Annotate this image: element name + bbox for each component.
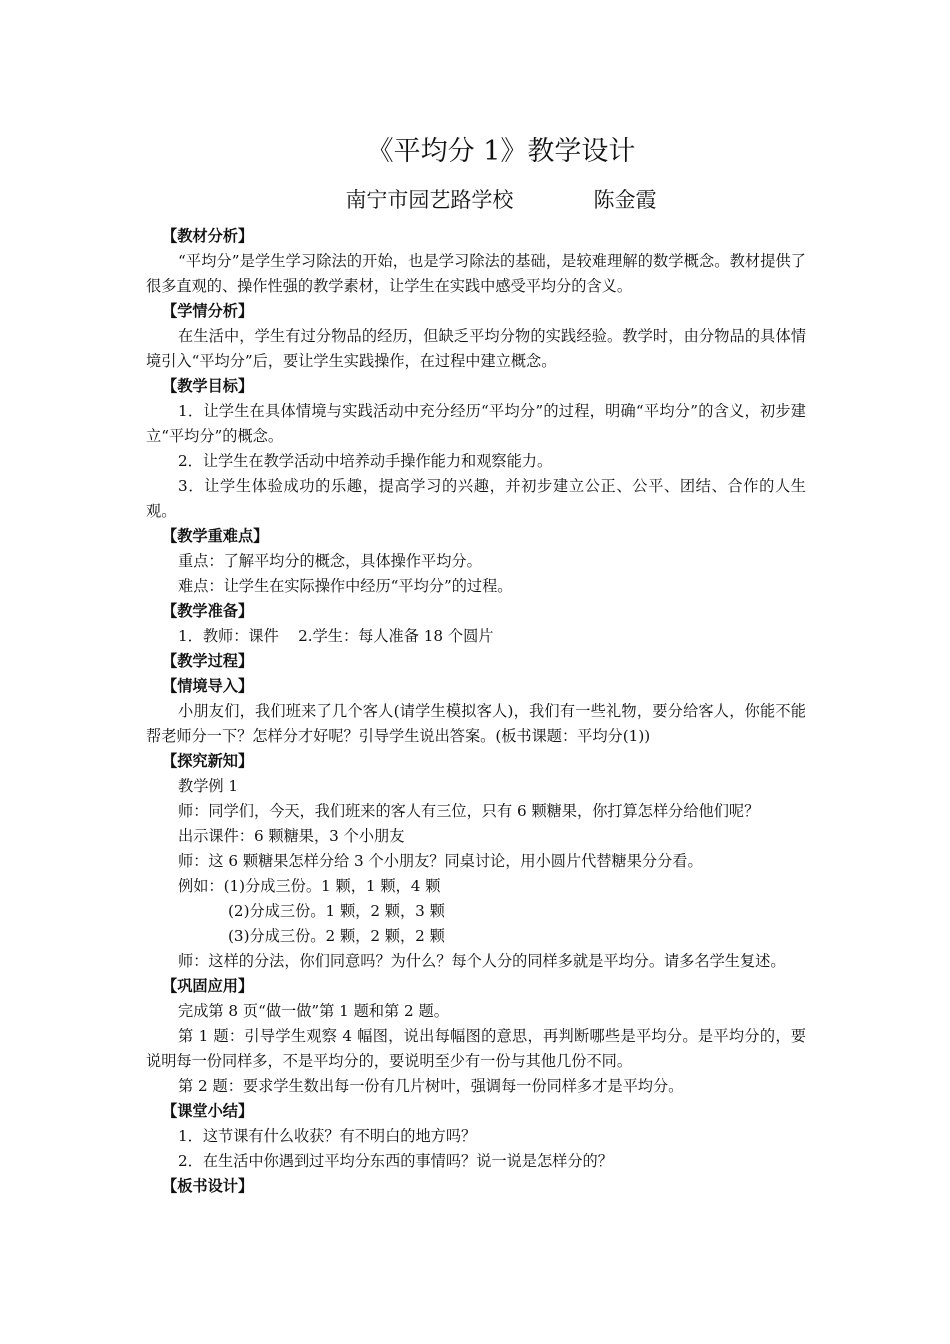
heading-summary: 【课堂小结】 xyxy=(162,1102,254,1120)
explore-line-4: 师：这 6 颗糖果怎样分给 3 个小朋友？同桌讨论，用小圆片代替糖果分分看。 xyxy=(178,852,703,870)
heading-explore-new: 【探究新知】 xyxy=(162,752,254,770)
author-line: 南宁市园艺路学校 陈金霞 xyxy=(345,188,657,212)
apply-line-2: 第 1 题：引导学生观察 4 幅图，说出每幅图的意思，再判断哪些是平均分。是平均分的，要说明每一份同样多，不是平均分的，要说明至少有一份与其他几份不同。 xyxy=(146,1027,806,1070)
document-title: 《平均分 1》教学设计 xyxy=(366,136,636,167)
key-point: 重点：了解平均分的概念，具体操作平均分。 xyxy=(178,552,482,570)
apply-line-3: 第 2 题：要求学生数出每一份有几片树叶，强调每一份同样多才是平均分。 xyxy=(178,1077,684,1095)
heading-key-points: 【教学重难点】 xyxy=(162,527,269,545)
goal-item-1: 1．让学生在具体情境与实践活动中充分经历“平均分”的过程，明确“平均分”的含义，初步建立“平均分”的概念。 xyxy=(146,402,806,445)
explore-line-1: 教学例 1 xyxy=(178,777,239,795)
heading-textbook-analysis: 【教材分析】 xyxy=(162,227,254,245)
goal-item-2: 2．让学生在教学活动中培养动手操作能力和观察能力。 xyxy=(178,452,553,470)
difficult-point: 难点：让学生在实际操作中经历“平均分”的过程。 xyxy=(178,577,513,595)
explore-example-2: (2)分成三份。1 颗，2 颗，3 颗 xyxy=(228,902,445,920)
goal-item-3: 3．让学生体验成功的乐趣，提高学习的兴趣，并初步建立公正、公平、团结、合作的人生观。 xyxy=(146,477,806,520)
apply-line-1: 完成第 8 页“做一做”第 1 题和第 2 题。 xyxy=(178,1002,449,1020)
explore-example-3: (3)分成三份。2 颗，2 颗，2 颗 xyxy=(228,927,445,945)
document-body xyxy=(146,224,806,1199)
heading-teaching-process: 【教学过程】 xyxy=(162,652,254,670)
explore-example-1: 例如：(1)分成三份。1 颗，1 颗，4 颗 xyxy=(178,877,441,895)
summary-line-2: 2．在生活中你遇到过平均分东西的事情吗？说一说是怎样分的？ xyxy=(178,1152,613,1170)
explore-line-conclusion: 师：这样的分法，你们同意吗？为什么？每个人分的同样多就是平均分。请多名学生复述。 xyxy=(178,952,786,970)
heading-teaching-goals: 【教学目标】 xyxy=(162,377,254,395)
heading-scenario-intro: 【情境导入】 xyxy=(162,677,254,695)
paragraph-scenario-intro: 小朋友们，我们班来了几个客人(请学生模拟客人)，我们有一些礼物，要分给客人，你能不能帮老师分一下？怎样分才好呢？引导学生说出答案。(板书课题：平均分(1)) xyxy=(146,702,806,745)
heading-board-design: 【板书设计】 xyxy=(162,1177,254,1195)
explore-line-3: 出示课件：6 颗糖果，3 个小朋友 xyxy=(178,827,405,845)
paragraph-textbook-analysis: “平均分”是学生学习除法的开始，也是学习除法的基础，是较难理解的数学概念。教材提供了很多直观的、操作性强的教学素材，让学生在实践中感受平均分的含义。 xyxy=(146,252,806,295)
paragraph-learner-analysis: 在生活中，学生有过分物品的经历，但缺乏平均分物的实践经验。教学时，由分物品的具体情境引入“平均分”后，要让学生实践操作，在过程中建立概念。 xyxy=(146,327,806,370)
explore-line-2: 师：同学们，今天，我们班来的客人有三位，只有 6 颗糖果，你打算怎样分给他们呢？ xyxy=(178,802,760,820)
heading-learner-analysis: 【学情分析】 xyxy=(162,302,254,320)
summary-line-1: 1．这节课有什么收获？有不明白的地方吗？ xyxy=(178,1127,477,1145)
heading-preparation: 【教学准备】 xyxy=(162,602,254,620)
preparation-line: 1．教师：课件 2.学生：每人准备 18 个圆片 xyxy=(178,627,494,645)
heading-consolidate: 【巩固应用】 xyxy=(162,977,254,995)
